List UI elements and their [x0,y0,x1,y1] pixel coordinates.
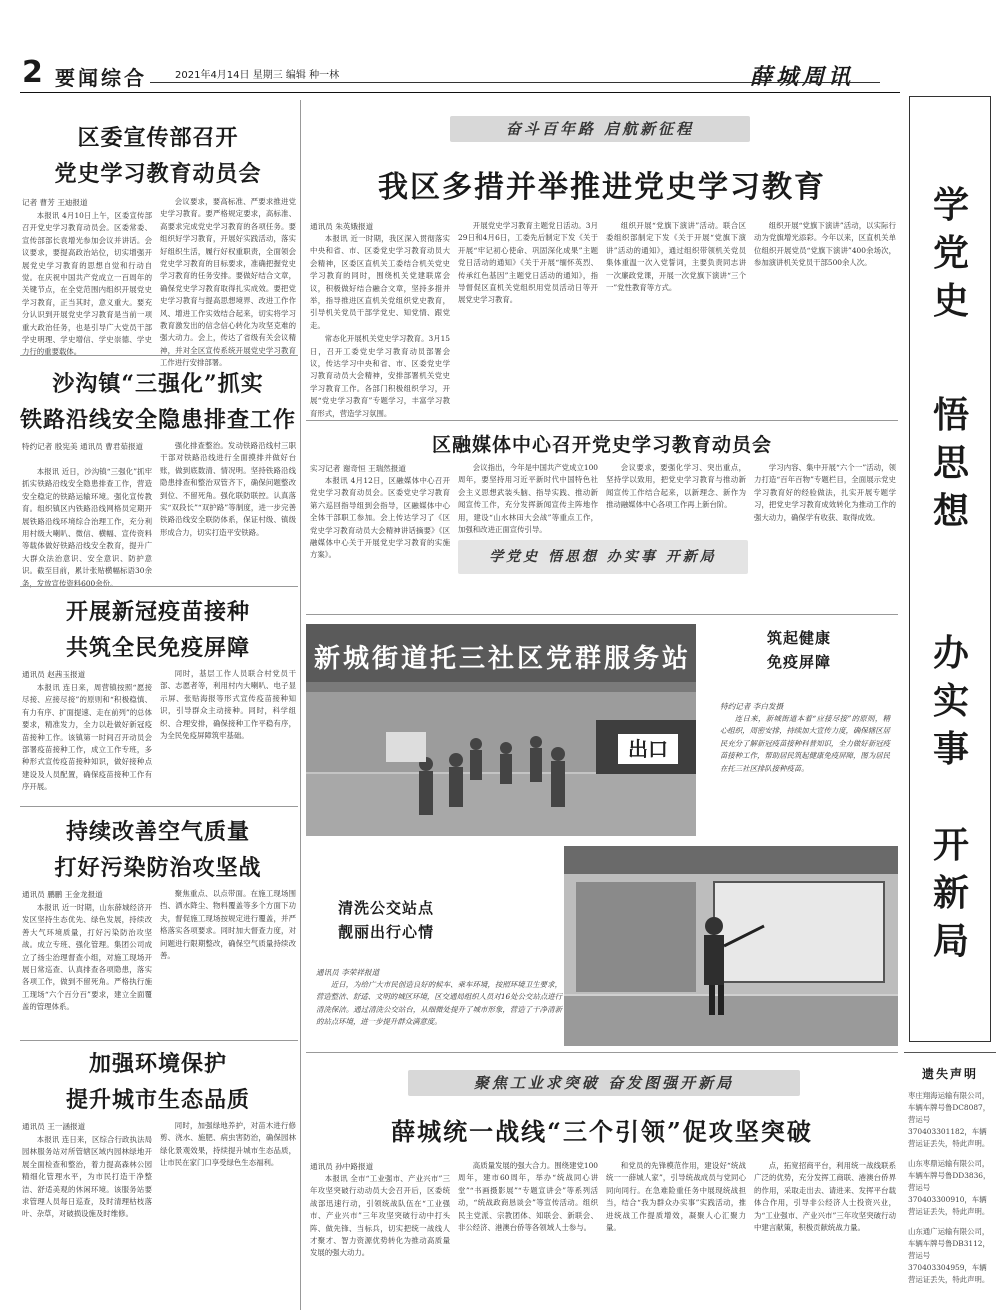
slogan-char: 想 [932,490,969,532]
title-line: 清洗公交站点 [337,899,434,917]
photo-title [306,896,466,944]
paragraph: 常态化开展机关党史学习教育。3月15日，召开工委党史学习教育动员部署会议，传达学习中央和省、市、区委党史学习教育动员大会精神，安排部署机关党史学习教育工作。各部门积极组织学习，开展“党史学习教育”专题学习，丰富学习教育形式，营造学习氛围。 [310,334,450,418]
notice-item: 山东枣鼎运输有限公司，车辆车牌号鲁DD3836，营运号370403300910，车辆营运证丢失，特此声明。 [908,1159,991,1216]
article-body [606,220,746,418]
divider [20,1040,298,1041]
paragraph: 会议指出，今年是中国共产党成立100周年，要坚持用习近平新时代中国特色社会主义思想武装头脑、指导实践、推动新闻宣传工作，充分发挥新闻宣传主阵地作用，建设“山水林田大会战”等重点工作，加强和改进正面宣传引导。 [458,463,598,535]
lost-notice-section [904,1052,996,1310]
photo-caption [720,700,890,828]
newspaper-brand: 薛城周讯 [750,64,855,90]
title-line: 筑起健康 [766,629,831,647]
article-body [310,1160,450,1306]
byline: 通讯员 李荣祥报道 [316,968,380,977]
divider [306,614,898,615]
paragraph: 点，拓宽招商平台，利用统一战线联系广泛的优势，充分发挥工商联、港澳台侨界的作用，采取走出去、请进来、发挥平台载体合作用，引导非公经济人士投资兴业，为“工业强市、产业兴市”三年攻坚突破行动中建言献策，积极贡献统战力量。 [754,1161,896,1233]
slogan-char: 办 [932,632,969,674]
title-line: 沙沟镇“三强化”抓实 [52,371,264,397]
section-banner: 奋斗百年路 启航新征程 [450,116,750,142]
article-body [458,220,598,418]
dateline: 2021年4月14日 星期三 编辑 种一林 [175,70,340,81]
section-banner: 聚焦工业求突破 奋发图强开新局 [408,1070,800,1096]
vaccination-photo [306,624,696,836]
notice-item: 枣庄翔海运输有限公司，车辆车牌号鲁DC8087，营运号370403301182，车辆营运证丢失，特此声明。 [908,1091,991,1148]
paragraph: 会议要求，要强化学习、突出重点，坚持学以致用，把党史学习教育与推动新闻宣传工作结合起来，以新理念、新作为推动融媒体中心各项工作再上新台阶。 [606,463,746,510]
paragraph: 近日，为给广大市民创造良好的候车、乘车环境，按照环境卫生要求，营造整洁、舒适、文明的城区环境，区交通局组织人员对16处公交站点进行清洗保洁。通过清洗公交站台，从细微处提升了城市形象，营造了干净清新的站点环境，进一步提升群众满意度。 [316,980,562,1027]
title-line: 免疫屏障 [766,653,831,671]
article-body [754,1160,896,1306]
title-line: 靓丽出行心情 [337,923,434,941]
paragraph: 连日来，新城街道本着“应接尽接”的原则，精心组织，周密安排，持续加大宣传力度，确保辖区居民充分了解新冠疫苗接种科普知识，全力做好新冠疫苗接种工作，帮助居民筑起健康免疫屏障，图为居民在托三社区排队接种疫苗。 [720,714,890,773]
article-body [310,462,450,606]
vertical-slogan-box [909,96,991,1042]
slogan-banner: 学党史 悟思想 办实事 开新局 [458,540,748,574]
byline: 特约记者 李白发摄 [720,702,784,711]
article-title [20,120,296,192]
title-line: 提升城市生态品质 [65,1087,250,1113]
title-line: 共筑全民免疫屏障 [65,635,250,661]
byline: 通讯员 赵茜玉报道 [22,670,86,679]
title-line: 加强环境保护 [88,1051,227,1077]
article-title [20,594,296,666]
paragraph: 本报讯 近一时期，我区深入贯彻落实中央和省、市、区委党史学习教育动员大会精神，区委区直机关工委结合机关党史学习教育的同时，围绕机关党建联席会议，积极做好结合融合文章，坚持多措并举，指导推进区直机关党组织党史教育，引导机关党员干部学党史、知党情、跟党走。 [310,234,450,330]
paragraph: 本报讯 连日来，周营镇按照“愿接尽接、应接尽接”的原则和“积极稳慎、有力有序、扩面提速、走在前列”的总体要求，精准发力，全力以赴做好新冠疫苗接种工作。该镇第一时间召开动员会部署疫苗接种工作，成立工作专班，多种形式宣传疫苗接种知识，做好接种点建设及人员配置，确保疫苗接种工作有序开展。 [22,683,152,792]
article-body [22,682,152,798]
article-body [160,440,296,574]
photo-caption [316,966,562,1042]
article-body [754,462,896,606]
byline: 通讯员 鹏鹏 王金龙报道 [22,890,103,899]
slogan-char: 局 [932,920,969,962]
section-title: 要闻综合 [55,66,147,90]
title-line: 铁路沿线安全隐患排查工作 [20,407,297,433]
paragraph: 和党员的先锋模范作用，建设好“统战统一一薛城人家”，引导统战成员与党同心同向同行。在急难险重任务中展现统战担当，结合“我为群众办实事”实践活动，推进统战工作提质增效，凝聚人心汇聚力量。 [606,1161,746,1233]
slogan-char: 党 [932,232,969,274]
byline: 记者 曹芳 王迪报道 [22,198,88,207]
article-body [606,462,746,524]
slogan-char: 学 [932,184,969,226]
paragraph: 开展党史学习教育主题党日活动。3月29日和4月6日，工委先后制定下发《关于开展“牢记初心使命、巩固深化成果”主题党日活动的通知》《关于开展“缅怀英烈、传承红色基因”主题党日活动的通知》，指导督促区直机关党组织用党员活动日等开展党史学习教育。 [458,221,598,305]
slogan-char: 史 [932,280,969,322]
slogan-char: 实 [932,680,969,722]
article-body [458,1160,598,1306]
exit-sign: 出口 [618,734,678,764]
bus-stop-photo-drawing [564,846,898,1046]
paragraph: 本报讯 连日来，区综合行政执法局园林服务站对所管辖区域内园林绿地开展全面检查和整治，着力提高森林公园精细化管理水平，为市民打造干净整洁、舒适美观的休闲环境。该服务站要求管理人员每日巡查，及时清理枯枝落叶、杂草，对破损设施及时维修。 [22,1135,152,1219]
article-body [22,902,152,1032]
notice-item: 山东通广运输有限公司，车辆车牌号鲁DB3112，营运号370403304959，车辆营运证丢失，特此声明。 [908,1227,990,1284]
slogan-char: 事 [932,728,969,770]
article-body [22,466,152,588]
article-body [160,1120,296,1304]
divider [20,806,298,807]
divider [306,1052,898,1053]
photo-title [704,626,894,674]
masthead [0,0,1000,96]
article-title [20,366,296,438]
article-body [160,196,296,368]
article-body [160,888,296,1032]
article-body [22,210,152,357]
masthead-rule-bottom [20,92,900,93]
paragraph: 强化排查整治。发动铁路沿线村三职干部对铁路沿线进行全面摸排并做好台账，做到底数清、情况明。坚持铁路沿线隐患排查和整治双管齐下，确保问题整改到位、不留死角。强化联防联控。认真落实“双段长”“双护路”等制度，进一步完善铁路沿线安全联防体系，保证村级、镇级形成合力，切实打造平安铁路。 [160,441,296,537]
paragraph: 组织开展“党旗下演讲”活动，以实际行动为党旗增光添彩。今年以来，区直机关单位组织开展党员“党旗下演讲”400余场次，参加演讲机关党员干部500余人次。 [754,221,896,268]
slogan-char: 悟 [932,394,969,436]
title-line: 党史学习教育动员会 [54,161,262,187]
byline: 特约记者 殷宪美 通讯员 曹君茹报道 [22,442,144,451]
title-line: 打好污染防治攻坚战 [54,855,262,881]
divider [306,420,898,421]
article-body [458,462,598,606]
paragraph: 组织开展“党旗下演讲”活动。联合区委组织部制定下发《关于开展“党旗下演讲”活动的通知》，通过组织带领机关党员集体重温一次入党誓词，主要负责同志讲一次廉政党课，开展一次党旗下演讲“三个一”党性教育等方式。 [606,221,746,293]
paragraph: 本报讯 4月12日，区融媒体中心召开党史学习教育动员会。区委党史学习教育第六巡回指导组到会指导，区融媒体中心全体干部职工参加。会上传达学习了《区党史学习教育动员大会精神讲话摘要》《区融媒体中心关于开展党史学习教育的实施方案》。 [310,476,450,560]
paragraph: 高质量发展的强大合力。围绕建党100周年，建市60周年，举办“统战同心讲堂”“书画摄影展”“专题宣讲会”等系列活动，“统战政商恳谈会”等宣传活动。组织民主党派、宗教团体、知联会、新联会、非公经济、港澳台侨等各领域人士参与。 [458,1161,598,1233]
article-title [20,1046,296,1118]
bus-stop-photo [564,846,898,1046]
slogan-char: 新 [932,872,969,914]
column-divider [300,100,301,1310]
article-body [310,220,450,418]
byline: 通讯员 孙中路报道 [310,1162,374,1171]
article-title [20,814,296,886]
byline: 通讯员 朱英娥报道 [310,222,374,231]
paragraph: 学习内容、集中开展“六个一”活动，领力打造“百年百物”专题栏目，全面展示党史学习教育好的经验做法，扎实开展专题学习，把党史学习教育成效转化为推动工作的强大动力，确保学有收获、取得成效。 [754,463,896,522]
title-line: 持续改善空气质量 [65,819,250,845]
article-title: 区融媒体中心召开党史学习教育动员会 [431,434,772,456]
divider [20,586,298,587]
byline: 通讯员 王一涵报道 [22,1122,86,1131]
photo-signboard: 新城街道托三社区党群服务站 [314,644,692,674]
page-number: 2 [22,55,43,90]
bus-stop-text-box [306,846,562,1046]
article-body [160,668,296,798]
slogan-char: 思 [932,442,969,484]
slogan-char: 开 [932,824,969,866]
paragraph: 聚焦重点、以点带面。在施工现场围挡、洒水降尘、物料覆盖等多个方面下功夫，督促施工现场按规定进行覆盖，并严格落实各项要求。同时加大督查力度，对问题进行限期整改，确保空气质量持续改善。 [160,889,296,961]
article-body [606,1160,746,1306]
paragraph: 本报讯 4月10日上午，区委宣传部召开党史学习教育动员会。区委常委、宣传部部长袁增光参加会议并讲话。会议要求，要提高政治站位，切实增强开展党史学习教育的思想自觉和行动自觉。在庆祝中国共产党成立一百周年的关键节点，在全党范围内组织开展党史学习教育，正当其时，意义重大。要充分认识到开展党史学习教育是当前一项重大政治任务，也是引导广大党员干部学史明理、学史增信、学史崇德、学史力行的重要载体。 [22,211,152,357]
paragraph: 同时，加强绿地养护，对苗木进行修剪、浇水、施肥、病虫害防治，确保园林绿化景观效果，持续提升城市生态品质，让市民在家门口享受绿色生态福利。 [160,1121,296,1168]
article-body [754,220,896,418]
divider [20,355,298,356]
paragraph: 本报讯 全市“工业强市、产业兴市”三年攻坚突破行动动员大会召开后，区委统战部迅速行动，引领统战队伍在“工业强市、产业兴市”三年攻坚突破行动中打头阵、做先锋、当标兵，切实把统一战线人才聚才、智力资源优势转化为推动高质量发展的强大动力。 [310,1174,450,1258]
masthead-rule [150,82,880,83]
article-body [22,1134,152,1304]
article-title: 薛城统一战线“三个引领”促攻坚突破 [391,1117,813,1146]
paragraph: 本报讯 近一时期，山东薛城经济开发区坚持生态优先、绿色发展，持续改善大气环境质量，打好污染防治攻坚战。成立专班、强化管理。集团公司成立了扬尘治理督查小组，对施工现场开展日常巡查、认真排查各项隐患，落实各项工作，做到不留死角。严格执行施工现场“六个百分百”要求，建立全面覆盖的管理体系。 [22,903,152,1012]
title-line: 开展新冠疫苗接种 [65,599,250,625]
lead-title: 我区多措并举推进党史学习教育 [378,170,826,205]
paragraph: 同时，基层工作人员联合村党员干部、志愿者等，利用村内大喇叭、电子显示屏、张贴海报等形式宣传疫苗接种知识，引导群众主动接种。同时，科学组织、合理安排，确保接种工作平稳有序，为全民免疫屏障筑牢基础。 [160,669,296,741]
paragraph: 会议要求，要高标准、严要求推进党史学习教育。要严格规定要求，高标准、高要求完成党史学习教育的各项任务。要组织好学习教育，开展好实践活动，落实好组织生活，履行好权重职责，全面领会党史学习教育的目标要求，准确把握党史学习教育的任务安排。要做好结合文章，确保党史学习教育取得扎实成效。要把党史学习教育与提高思想境界、改进工作作风、增进工作实效结合起来，切实将学习教育激发出的信念信心转化为攻坚克难的强大动力。会上，传达了省级有关会议精神，并对全区宣传系统开展党史学习教育工作进行安排部署。 [160,197,296,368]
byline: 实习记者 谢奇恒 王瑞然报道 [310,464,406,473]
title-line: 区委宣传部召开 [77,125,239,151]
notice-title: 遗失声明 [921,1067,978,1081]
paragraph: 本报讯 近日，沙沟镇“三强化”抓牢抓实铁路沿线安全隐患排查工作，营造安全稳定的铁路运输环境。强化宣传教育。组织镇区内铁路沿线网格员定期开展铁路沿线环境综合治理工作，充分利用村级大喇叭、微信、横幅、宣传资料等载体做好铁路沿线安全教育，提升广大群众法治意识、安全意识、防护意识。截至目前，累计张贴横幅标语30余条，发放宣传资料600余份。 [22,467,152,588]
